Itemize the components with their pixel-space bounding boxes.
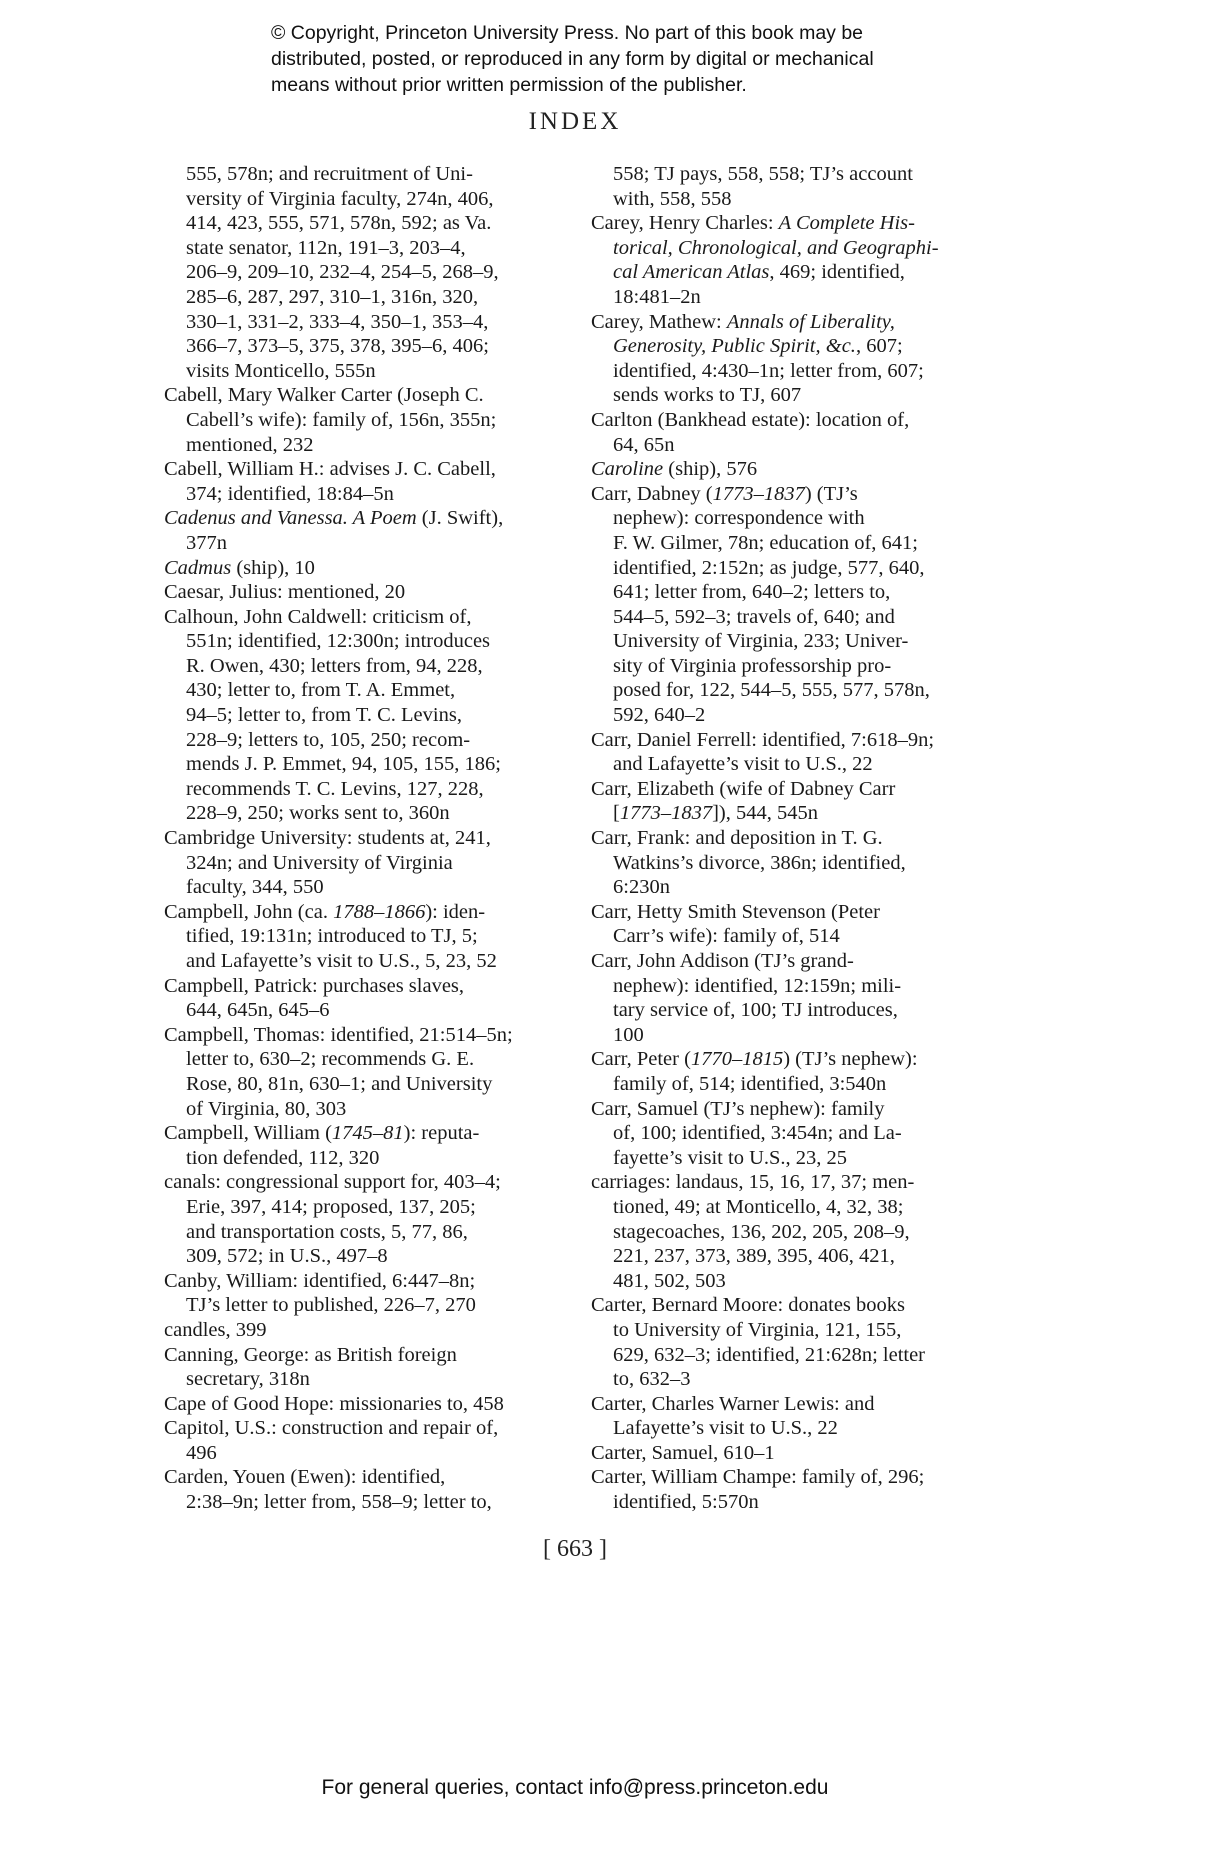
index-entry: Carden, Youen (Ewen): identified, 2:38–9n; letter from, 558–9; letter to, bbox=[164, 1466, 492, 1514]
index-entry: Caesar, Julius: mentioned, 20 bbox=[164, 581, 406, 604]
copyright-line: © Copyright, Princeton University Press. No part of this book may be bbox=[271, 22, 864, 44]
index-entry: Carr, Elizabeth (wife of Dabney Carr [1773–1837]), 544, 545n bbox=[591, 777, 896, 825]
copyright-line: means without prior written permission of the publisher. bbox=[271, 74, 747, 96]
index-entry-continued: 555, 578n; and recruitment of Uni- versity of Virginia faculty, 274n, 406, 414, 423, 555, 571, 578n, 592; as Va. state senator, 112n, 191–3, 203–4, 206–9, 209–10, 232–4, 254–5, 268–9, 285–6, 287, 297, 310–1, 316n, 320, 330–1, 331–2, 333–4, 350–1, 353–4, 366–7, 373–5, 375, 378, 395–6, 406; visits Monticello, 555n bbox=[186, 163, 499, 382]
index-entry: Carey, Henry Charles: A Complete His- torical, Chronological, and Geographi- cal American Atlas, 469; identified, 18:481–2n bbox=[591, 212, 939, 308]
index-entry: Carter, Bernard Moore: donates books to University of Virginia, 121, 155, 629, 632–3; identified, 21:628n; letter to, 632–3 bbox=[591, 1294, 926, 1391]
index-entry: Calhoun, John Caldwell: criticism of, 551n; identified, 12:300n; introduces R. Owen, 430; letters from, 94, 228, 430; letter to, from T. A. Emmet, 94–5; letter to, from T. C. Levins, 228–9; letters to, 105, 250; recom- mends J. P. Emmet, 94, 105, 155, 186; recommends T. C. Levins, 127, 228, 228–9, 250; works sent to, 360n bbox=[164, 605, 501, 825]
index-entry: Canby, William: identified, 6:447–8n; TJ’s letter to published, 226–7, 270 bbox=[164, 1269, 476, 1317]
index-entry: Cadenus and Vanessa. A Poem (J. Swift), 377n bbox=[164, 507, 504, 554]
index-entry: Carey, Mathew: Annals of Liberality, Generosity, Public Spirit, &c., 607; identified, 4:430–1n; letter from, 607; sends works to TJ, 607 bbox=[591, 310, 924, 407]
index-entry: Carr, Frank: and deposition in T. G. Watkins’s divorce, 386n; identified, 6:230n bbox=[591, 827, 906, 899]
index-entry: Campbell, William (1745–81): reputa- tion defended, 112, 320 bbox=[164, 1122, 480, 1169]
index-entry: Carr, Dabney (1773–1837) (TJ’s nephew): correspondence with F. W. Gilmer, 78n; education of, 641; identified, 2:152n; as judge, 577, 640, 641; letter from, 640–2; letters to, 544–5, 592–3; travels of, 640; and University of Virginia, 233; Univer- sity of Virginia professorship pro- posed for, 122, 544–5, 555, 577, 578n, 592, 640–2 bbox=[591, 482, 930, 727]
index-entry: Cambridge University: students at, 241, 324n; and University of Virginia faculty, 344, 550 bbox=[164, 827, 491, 899]
index-entry: Carr, Samuel (TJ’s nephew): family of, 100; identified, 3:454n; and La- fayette’s visit to U.S., 23, 25 bbox=[591, 1097, 902, 1169]
index-entry: Campbell, Patrick: purchases slaves, 644, 645n, 645–6 bbox=[164, 974, 465, 1022]
index-entry: canals: congressional support for, 403–4; Erie, 397, 414; proposed, 137, 205; and transportation costs, 5, 77, 86, 309, 572; in U.S., 497–8 bbox=[164, 1171, 501, 1268]
copyright-notice bbox=[271, 20, 1051, 98]
index-entry: Canning, George: as British foreign secretary, 318n bbox=[164, 1343, 457, 1391]
index-entry: Cape of Good Hope: missionaries to, 458 bbox=[164, 1392, 504, 1415]
footer-contact: For general queries, contact info@press.princeton.edu bbox=[321, 1776, 829, 1799]
index-entry: Carr, John Addison (TJ’s grand- nephew): identified, 12:159n; mili- tary service of, 100; TJ introduces, 100 bbox=[591, 950, 902, 1046]
index-entry: Carlton (Bankhead estate): location of, 64, 65n bbox=[591, 408, 910, 456]
index-entry: Cadmus (ship), 10 bbox=[164, 556, 315, 579]
copyright-line: distributed, posted, or reproduced in any form by digital or mechanical bbox=[271, 48, 874, 70]
index-entry: candles, 399 bbox=[164, 1318, 267, 1341]
index-entry-continued: 558; TJ pays, 558, 558; TJ’s account with, 558, 558 bbox=[613, 163, 913, 210]
index-column-right bbox=[591, 162, 1003, 1515]
index-entry: Carter, William Champe: family of, 296; identified, 5:570n bbox=[591, 1466, 925, 1514]
index-entry: Campbell, John (ca. 1788–1866): iden- tified, 19:131n; introduced to TJ, 5; and Lafayette’s visit to U.S., 5, 23, 52 bbox=[164, 900, 497, 972]
index-entry: Cabell, William H.: advises J. C. Cabell, 374; identified, 18:84–5n bbox=[164, 458, 496, 505]
index-column-left bbox=[164, 162, 564, 1515]
index-entry: Carter, Charles Warner Lewis: and Lafayette’s visit to U.S., 22 bbox=[591, 1392, 875, 1440]
index-entry: Carr, Daniel Ferrell: identified, 7:618–9n; and Lafayette’s visit to U.S., 22 bbox=[591, 728, 935, 776]
index-entry: carriages: landaus, 15, 16, 17, 37; men- tioned, 49; at Monticello, 4, 32, 38; stagecoaches, 136, 202, 205, 208–9, 221, 237, 373, 389, 395, 406, 421, 481, 502, 503 bbox=[591, 1171, 915, 1292]
index-entry: Caroline (ship), 576 bbox=[591, 458, 758, 481]
page-number: [ 663 ] bbox=[543, 1536, 607, 1562]
index-entry: Carr, Hetty Smith Stevenson (Peter Carr’s wife): family of, 514 bbox=[591, 900, 880, 948]
index-entry: Cabell, Mary Walker Carter (Joseph C. Cabell’s wife): family of, 156n, 355n; mentioned, 232 bbox=[164, 384, 497, 456]
index-entry: Campbell, Thomas: identified, 21:514–5n; letter to, 630–2; recommends G. E. Rose, 80, 81n, 630–1; and University of Virginia, 80, 303 bbox=[164, 1023, 513, 1120]
index-entry: Carr, Peter (1770–1815) (TJ’s nephew): family of, 514; identified, 3:540n bbox=[591, 1048, 918, 1095]
index-entry: Capitol, U.S.: construction and repair of, 496 bbox=[164, 1417, 499, 1464]
running-head: INDEX bbox=[528, 108, 622, 135]
index-entry: Carter, Samuel, 610–1 bbox=[591, 1441, 775, 1464]
